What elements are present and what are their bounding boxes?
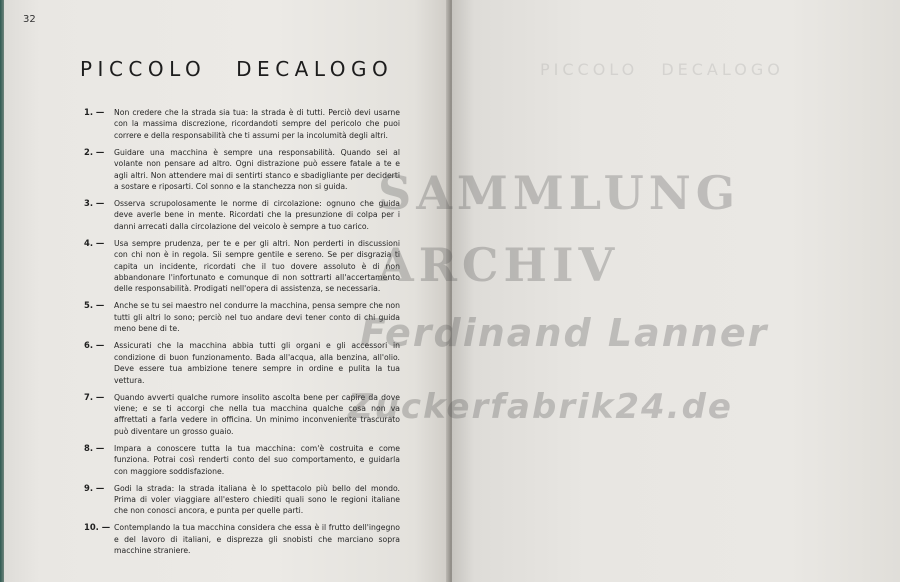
watermark-line-2: ARCHIV — [378, 238, 620, 292]
watermark-line-4: Zuckerfabrik24.de — [348, 387, 733, 427]
rule-item — [84, 107, 400, 141]
rule-text: Osserva scrupolosamente le norme di circolazione: ognuno che guida deve averle bene in mente. Ricordati che la presunzione di colpa per i danni arrecati dalla circolazione del veicolo è sempre a tuo carico. — [114, 199, 400, 231]
rule-item — [84, 483, 400, 517]
rule-item — [84, 522, 400, 556]
rule-text: Guidare una macchina è sempre una responsabilità. Quando sei al volante non pensare ad altro. Ogni distrazione può essere fatale a te e agli altri. Non attendere mai di sentirti stanco e sbadigliante per deciderti a sostare e riposarti. Col sonno e la stanchezza non si guida. — [114, 147, 400, 192]
rule-item — [84, 198, 400, 232]
rule-number: 6. — — [84, 340, 105, 351]
rule-number: 7. — — [84, 391, 105, 402]
rule-number: 8. — — [84, 442, 105, 453]
rule-text: Impara a conoscere tutta la tua macchina: com'è costruita e come funziona. Potrai così renderti conto del suo comportamento, e guidarla con maggiore soddisfazione. — [114, 443, 400, 476]
rule-text: Quando avverti qualche rumore insolito ascolta bene per capire da dove viene; e se ti accorgi che nella tua macchina qualche cosa non va affrettati a farla vedere in officina. Un minimo inconveniente trascurato può diventare un grosso guaio. — [114, 392, 400, 436]
rule-number: 4. — — [84, 237, 105, 248]
rule-item — [84, 300, 400, 334]
rule-text: Assicurati che la macchina abbia tutti gli organi e gli accessori in condizione di buon funzionamento. Bada all'acqua, alla benzina, all'olio. Deve essere tua ambizione tenere sempre in ordine e pulita la tua vettura. — [114, 341, 400, 385]
rule-number: 5. — — [84, 300, 105, 311]
rule-item — [84, 147, 400, 193]
rule-item — [84, 238, 400, 295]
watermark-line-1: SAMMLUNG — [378, 166, 741, 220]
bleed-through-title: PICCOLO DECALOGO — [540, 60, 784, 79]
rule-item — [84, 443, 400, 477]
rule-number: 10. — — [84, 522, 111, 533]
rule-item — [84, 340, 400, 386]
rule-text: Non credere che la strada sia tua: la strada è di tutti. Perciò devi usarne con la massima discrezione, ricordandoti sempre del pericolo che puoi correre e della responsabilità che ti assumi per la incolumità degli altri. — [114, 108, 400, 140]
decalogue-list — [84, 107, 400, 562]
rule-number: 3. — — [84, 198, 105, 209]
left-page — [4, 0, 450, 582]
rule-text: Contemplando la tua macchina considera che essa è il frutto dell'ingegno e del lavoro di italiani, e disprezza gli snobisti che marciano sopra macchine straniere. — [114, 523, 400, 556]
page-number: 32 — [23, 14, 36, 25]
rule-number: 1. — — [84, 107, 105, 117]
rule-number: 2. — — [84, 146, 105, 157]
rule-number: 9. — — [84, 482, 105, 493]
rule-text: Anche se tu sei maestro nel condurre la macchina, pensa sempre che non tutti gli altri lo sono; perciò nel tuo andare devi tener conto di chi guida meno bene di te. — [114, 301, 400, 334]
rule-item — [84, 392, 400, 438]
rule-text: Usa sempre prudenza, per te e per gli altri. Non perderti in discussioni con chi non è in regola. Sii sempre gentile e sereno. Se per disgrazia ti capita un incidente, ricordati che il tuo dovere assoluto è di non abbandonare l'infortunato e comunque di non sottrarti all'accertamento delle responsabilità. Prodigati nell'opera di assistenza, se necessaria. — [114, 238, 400, 294]
rule-text: Godi la strada: la strada italiana è lo spettacolo più bello del mondo. Prima di voler viaggiare all'estero chiediti quali sono le regioni italiane che non conosci ancora, e punta per quelle parti. — [114, 483, 400, 516]
watermark-line-3: Ferdinand Lanner — [360, 311, 769, 355]
page-title: PICCOLO DECALOGO — [80, 57, 394, 81]
right-page — [452, 0, 900, 582]
